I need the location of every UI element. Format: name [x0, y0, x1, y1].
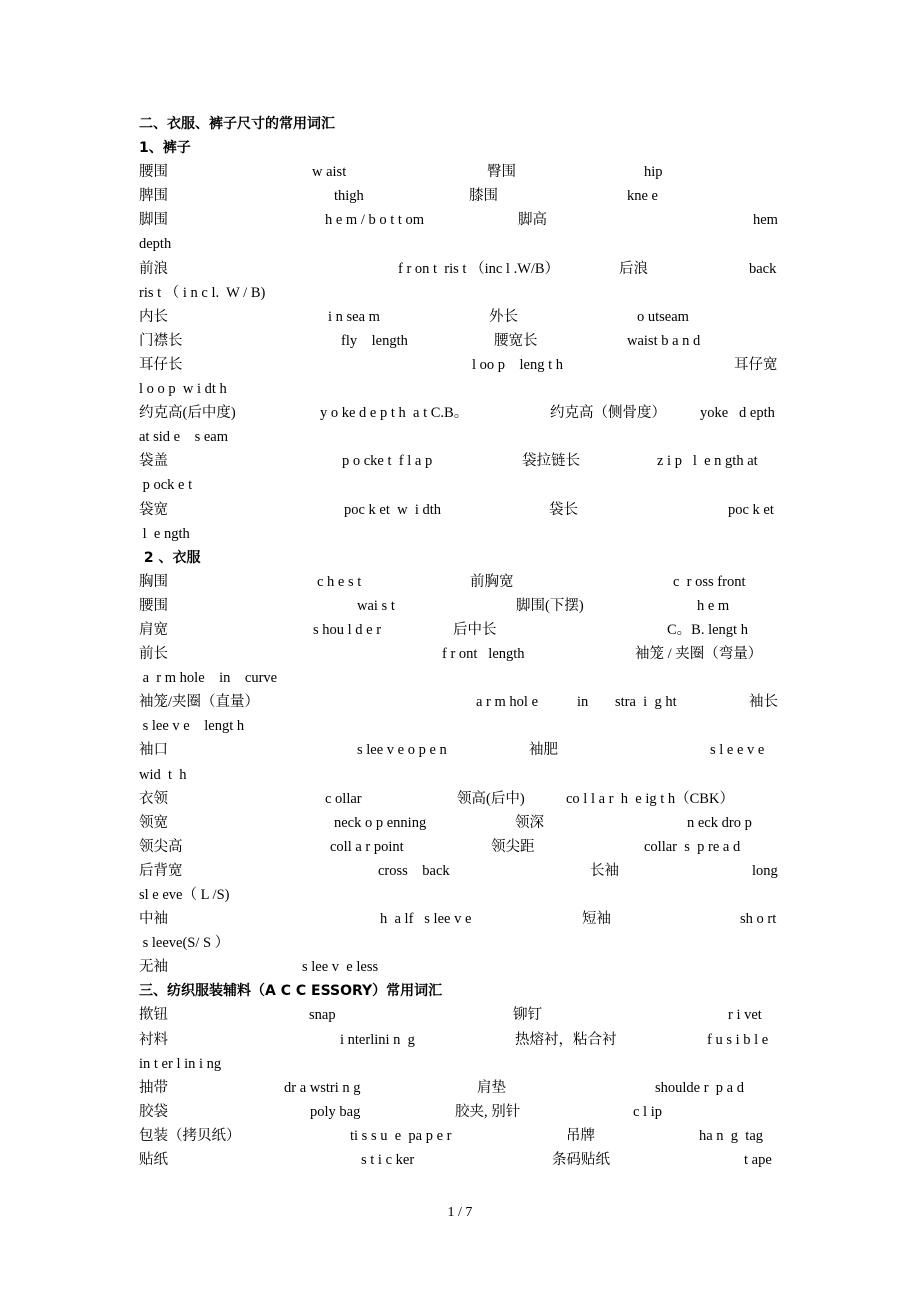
cn-term: 脚高: [518, 212, 547, 229]
en-term: o utseam: [637, 308, 689, 325]
en-term: snap: [309, 1007, 336, 1024]
en-term: C。B. lengt h: [667, 621, 748, 638]
vocab-row: [139, 305, 782, 329]
vocab-row-continuation: [139, 714, 782, 738]
cn-term: 袖口: [139, 742, 168, 759]
cn-term: 袋宽: [139, 501, 168, 518]
cn-term: 中袖: [139, 911, 168, 928]
vocab-row-continuation: [139, 377, 782, 401]
vocab-row: [139, 257, 782, 281]
vocab-row: [139, 955, 782, 979]
pants-subtitle: 1、裤子: [139, 140, 191, 157]
vocab-row-continuation: [139, 666, 782, 690]
en-term-continued: sl e eve（ L /S): [139, 887, 230, 903]
en-term: l oo p leng t h: [472, 356, 564, 373]
en-term: s lee v e o p e n: [357, 742, 447, 759]
en-term: c l ip: [633, 1103, 662, 1120]
cn-term: 前长: [139, 646, 168, 663]
en-term-continued: p ock e t: [139, 477, 193, 494]
cn-term: 外长: [489, 308, 518, 325]
en-term: poly bag: [310, 1103, 361, 1120]
cn-term: 耳仔宽: [734, 356, 778, 373]
en-term: waist b a n d: [627, 332, 701, 349]
en-term: coll a r point: [330, 838, 404, 855]
vocab-row: [139, 787, 782, 811]
cn-term: 揿钮: [139, 1007, 168, 1024]
vocab-row: [139, 690, 782, 714]
cn-term: 后浪: [619, 260, 648, 277]
en-term: yoke d epth: [700, 405, 775, 422]
cn-term: 约克高（侧骨度）: [550, 405, 666, 422]
cn-term: 肩垫: [477, 1079, 506, 1096]
en-term-continued: in t er l in i ng: [139, 1055, 222, 1072]
cn-term: 袋拉链长: [522, 453, 580, 470]
cn-term: 领尖高: [139, 838, 183, 855]
vocab-row: [139, 738, 782, 762]
cn-term: 脚围: [139, 212, 168, 229]
cn-term: 衣领: [139, 790, 168, 807]
en-term-continued: depth: [139, 236, 172, 253]
cn-term: 领深: [515, 814, 544, 831]
en-term: h a lf s lee v e: [380, 911, 472, 928]
vocab-row: [139, 1148, 782, 1172]
en-term-continued: at sid e s eam: [139, 429, 228, 446]
cn-term: 袋盖: [139, 453, 168, 470]
cn-term: 衬料: [139, 1031, 168, 1048]
cn-term: 热熔衬，粘合衬: [515, 1031, 617, 1048]
vocab-row: [139, 1124, 782, 1148]
en-term-part: stra i g ht: [615, 694, 677, 711]
en-term-continued: s leeve(S/ S ）: [139, 935, 230, 952]
en-term: ti s s u e pa p e r: [350, 1127, 452, 1144]
vocab-row: [139, 907, 782, 931]
cn-term: 无袖: [139, 959, 168, 976]
en-term: collar s p re a d: [644, 838, 741, 855]
cn-term: 胶袋: [139, 1103, 168, 1120]
en-term: co l l a r h e ig t h（CBK）: [566, 790, 734, 807]
vocab-row: [139, 1076, 782, 1100]
vocab-row: [139, 401, 782, 425]
en-term: s hou l d e r: [313, 621, 382, 638]
cn-term: 内长: [139, 308, 168, 325]
vocab-row: [139, 329, 782, 353]
cn-term: 吊牌: [566, 1127, 595, 1144]
vocab-row: [139, 811, 782, 835]
en-term: t ape: [744, 1152, 772, 1169]
vocab-row: [139, 570, 782, 594]
cn-term: 腰宽长: [494, 332, 538, 349]
en-term: f u s i b l e: [707, 1031, 769, 1048]
clothes-subtitle: 2 、衣服: [139, 549, 201, 566]
cn-term: 膝围: [469, 188, 498, 205]
en-term: s lee v e less: [302, 959, 379, 976]
vocab-row: [139, 498, 782, 522]
en-term: c h e s t: [317, 573, 362, 590]
en-term: poc k et w i dth: [344, 501, 442, 518]
vocab-row-continuation: [139, 1052, 782, 1076]
cn-term: 袖笼/夹圈（直量）: [139, 694, 260, 711]
en-term: r i vet: [728, 1007, 762, 1024]
cn-term: 耳仔长: [139, 356, 183, 373]
vocab-row: [139, 1028, 782, 1052]
cn-term: 领尖距: [491, 838, 535, 855]
en-term: w aist: [312, 164, 347, 181]
en-term-continued: wid t h: [139, 766, 187, 783]
en-term: kne e: [627, 188, 658, 205]
vocab-row-continuation: [139, 883, 782, 907]
cn-term: 胸围: [139, 573, 168, 590]
vocab-row: [139, 835, 782, 859]
vocab-row: [139, 449, 782, 473]
en-term: s l e e v e: [710, 742, 765, 759]
en-term: n eck dro p: [687, 814, 752, 831]
vocab-row: [139, 353, 782, 377]
en-term: y o ke d e p t h a t C.B。: [320, 405, 469, 422]
en-term: h e m / b o t t om: [325, 212, 425, 229]
vocab-row: [139, 208, 782, 232]
en-term: s t i c ker: [361, 1152, 415, 1169]
en-term: c r oss front: [673, 573, 746, 590]
en-term-continued: s lee v e lengt h: [139, 718, 245, 735]
en-term: wai s t: [357, 597, 395, 614]
vocab-row-continuation: [139, 522, 782, 546]
vocab-row: [139, 594, 782, 618]
page-content: [139, 112, 782, 1172]
cn-term: 胶夹, 别针: [455, 1103, 521, 1120]
vocab-row-continuation: [139, 931, 782, 955]
en-term: poc k et: [728, 501, 774, 518]
section-2-title: 二、衣服、裤子尺寸的常用词汇: [139, 116, 335, 132]
en-term: z i p l e n gth at: [657, 453, 758, 470]
cn-term: 袖笼 / 夹圈（弯量）: [635, 646, 763, 663]
en-term: sh o rt: [740, 911, 777, 928]
en-term: i nterlini n g: [340, 1031, 415, 1048]
cn-term: 脚围(下摆): [516, 597, 584, 614]
vocab-row: [139, 160, 782, 184]
en-term: p o cke t f l a p: [342, 453, 433, 470]
page-number: 1 / 7: [447, 1205, 473, 1220]
en-term: thigh: [334, 188, 364, 205]
cn-term: 臀围: [487, 164, 516, 181]
cn-term: 长袖: [590, 862, 619, 879]
cn-term: 包装（拷贝纸）: [139, 1127, 241, 1144]
vocab-row: [139, 642, 782, 666]
vocab-row: [139, 184, 782, 208]
cn-term: 前浪: [139, 260, 168, 277]
en-term-part: in: [577, 694, 589, 711]
en-term: f r on t ris t （inc l .W/B）: [398, 260, 560, 277]
cn-term: 袋长: [549, 501, 578, 518]
en-term: neck o p enning: [334, 814, 427, 831]
cn-term: 袖肥: [529, 742, 558, 759]
en-term: long: [752, 862, 778, 879]
cn-term: 门襟长: [139, 332, 183, 349]
en-term: i n sea m: [328, 308, 380, 325]
cn-term: 腰围: [139, 164, 168, 181]
cn-term: 抽带: [139, 1079, 168, 1096]
en-term: cross back: [378, 862, 450, 879]
vocab-row-continuation: [139, 425, 782, 449]
vocab-row: [139, 1100, 782, 1124]
vocab-row-continuation: [139, 232, 782, 256]
en-term: shoulde r p a d: [655, 1079, 744, 1096]
cn-term: 约克高(后中度): [139, 405, 236, 422]
en-term-continued: ris t （ i n c l. W / B): [139, 284, 266, 301]
cn-term: 领高(后中): [457, 790, 525, 807]
en-term: back: [749, 260, 777, 277]
en-term-continued: l e ngth: [139, 525, 190, 542]
en-term: hip: [644, 164, 663, 181]
vocab-row: [139, 618, 782, 642]
vocab-row: [139, 1003, 782, 1027]
cn-term: 袖长: [749, 694, 778, 711]
cn-term: 条码贴纸: [552, 1152, 610, 1169]
en-term: f r ont length: [442, 646, 525, 663]
cn-term: 腰围: [139, 597, 168, 614]
vocab-row-continuation: [139, 763, 782, 787]
cn-term: 肩宽: [139, 621, 168, 638]
en-term-continued: l o o p w i dt h: [139, 381, 227, 398]
en-term: fly length: [341, 332, 408, 349]
cn-term: 短袖: [582, 911, 611, 928]
en-term: ha n g tag: [699, 1127, 764, 1144]
en-term: a r m hol e: [476, 694, 539, 711]
cn-term: 脾围: [139, 188, 168, 205]
section-3-title: 三、纺织服装辅料（A C C ESSORY）常用词汇: [139, 983, 443, 1000]
cn-term: 铆钉: [513, 1007, 542, 1024]
en-term: dr a wstri n g: [284, 1079, 361, 1096]
en-term: hem: [753, 212, 778, 229]
vocab-row-continuation: [139, 473, 782, 497]
cn-term: 前胸宽: [470, 573, 514, 590]
vocab-row: [139, 859, 782, 883]
cn-term: 贴纸: [139, 1152, 168, 1169]
en-term: h e m: [697, 597, 730, 614]
en-term: c ollar: [325, 790, 362, 807]
cn-term: 后背宽: [139, 862, 183, 879]
cn-term: 领宽: [139, 814, 168, 831]
cn-term: 后中长: [453, 621, 497, 638]
en-term-continued: a r m hole in curve: [139, 670, 278, 687]
vocab-row-continuation: [139, 281, 782, 305]
